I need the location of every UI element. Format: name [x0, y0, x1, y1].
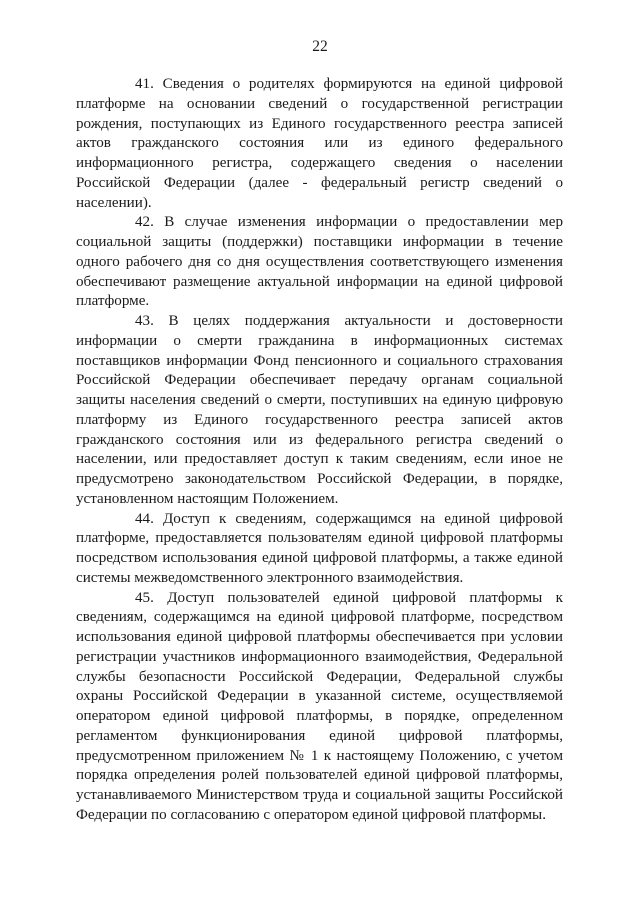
page-number: 22 [312, 38, 328, 55]
paragraph-42: 42. В случае изменения информации о предоставлении мер социальной защиты (поддержки) поставщики информации в течение одного рабочего дня со дня осуществления соответствующего изменения обеспечивают размещение актуальной информации на единой цифровой платформе. [76, 214, 563, 310]
paragraph-44: 44. Доступ к сведениям, содержащимся на единой цифровой платформе, предоставляется пользователям единой цифровой платформы посредством использования единой цифровой платформы, а также единой системы межведомственного электронного взаимодействия. [76, 510, 563, 586]
document-body [76, 75, 563, 826]
paragraph-45: 45. Доступ пользователей единой цифровой платформы к сведениям, содержащимся на единой цифровой платформе, посредством использования единой цифровой платформы обеспечивается при условии регистрации участников информационного взаимодействия, Федеральной службы безопасности Российской Федерации, Федеральной службы охраны Российской Федерации в указанной системе, осуществляемой оператором единой цифровой платформы, в порядке, определенном регламентом функционирования единой цифровой платформы, предусмотренном приложением № 1 к настоящему Положению, с учетом порядка определения ролей пользователей единой цифровой платформы, устанавливаемого Министерством труда и социальной защиты Российской Федерации по согласованию с оператором единой цифровой платформы. [76, 589, 563, 823]
paragraph-43: 43. В целях поддержания актуальности и достоверности информации о смерти гражданина в информационных системах поставщиков информации Фонд пенсионного и социального страхования Российской Федерации обеспечивает передачу органам социальной защиты населения сведений о смерти, поступивших на единую цифровую платформу из Единого государственного реестра записей актов гражданского состояния или из федерального регистра сведений о населении, или предоставляет доступ к таким сведениям, если иное не предусмотрено законодательством Российской Федерации, в порядке, установленном настоящим Положением. [76, 313, 563, 507]
paragraph-41: 41. Сведения о родителях формируются на единой цифровой платформе на основании сведений о государственной регистрации рождения, поступающих из Единого государственного реестра записей актов гражданского состояния или из единого федерального информационного регистра, содержащего сведения о населении Российской Федерации (далее - федеральный регистр сведений о населении). [76, 76, 563, 211]
